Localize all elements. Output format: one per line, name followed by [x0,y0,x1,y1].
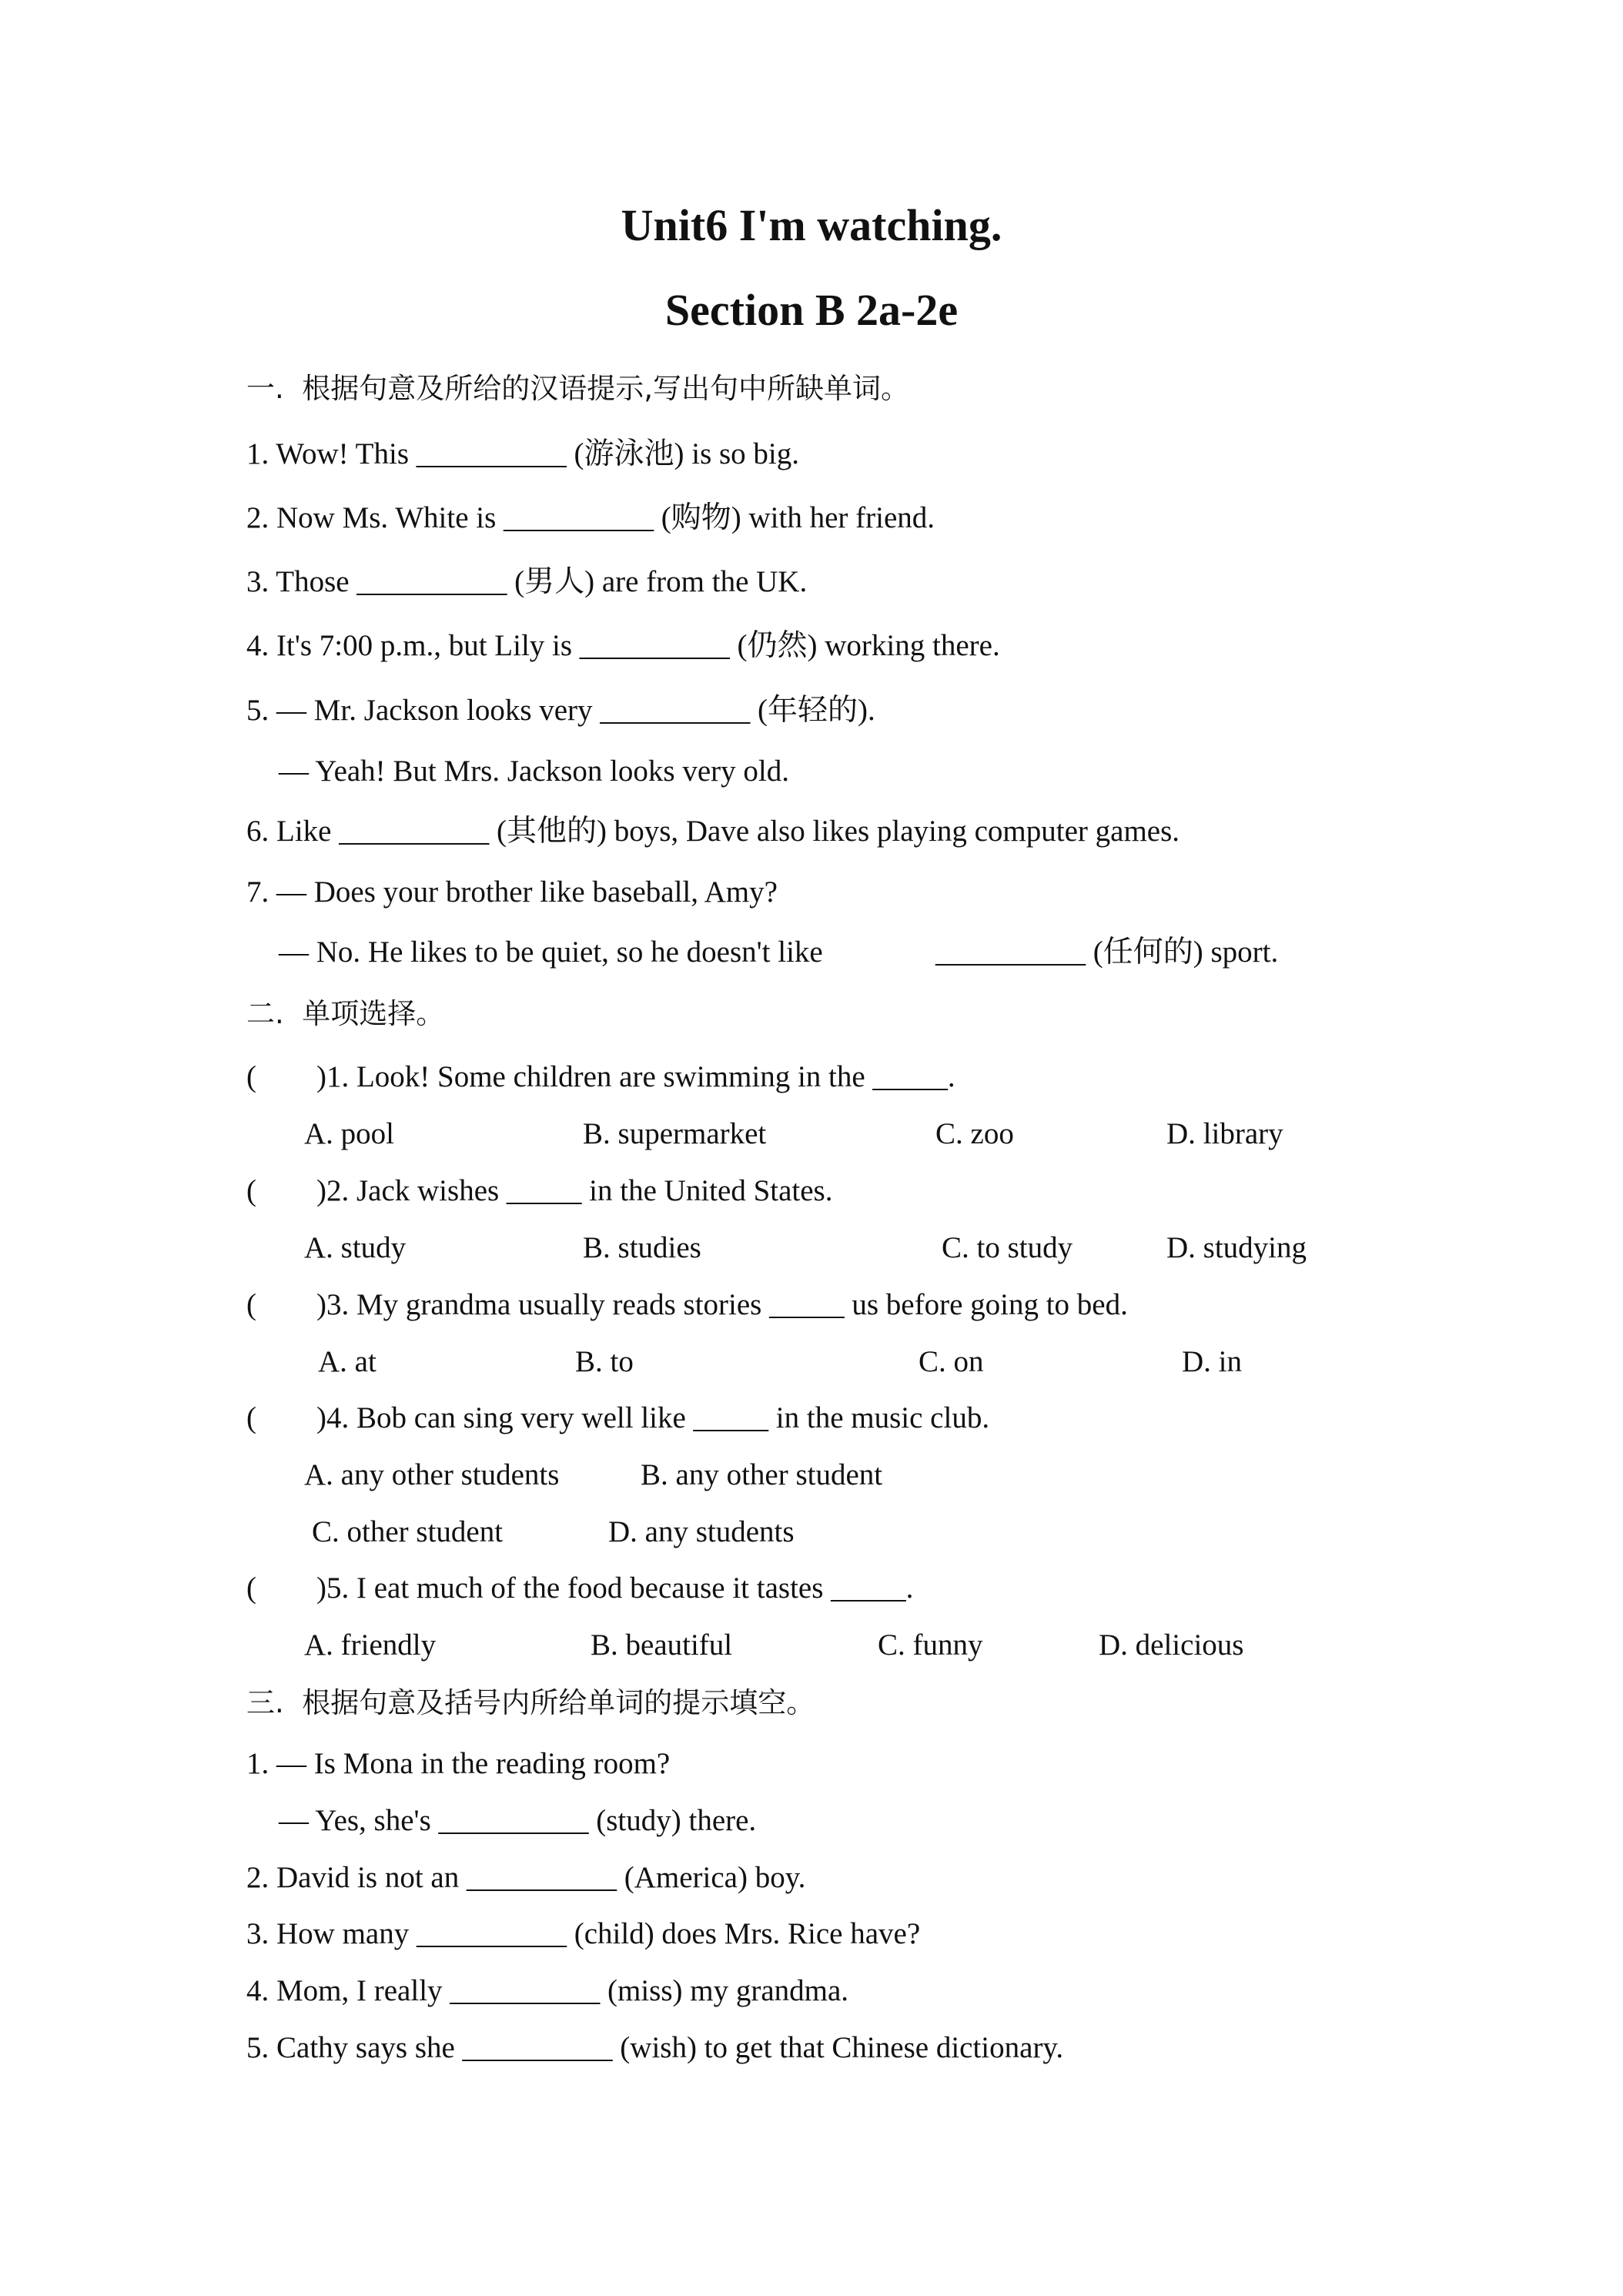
part2-question-2: ( )2. Jack wishes _____ in the United States. [246,1174,833,1207]
part2-question-4: ( )4. Bob can sing very well like _____ in the music club. [246,1401,990,1434]
part1-question-2: 2. Now Ms. White is __________ (购物) with her friend. [246,501,935,534]
part1-question-4: 4. It's 7:00 p.m., but Lily is __________ (仍然) working there. [246,629,1000,662]
part2-question-1: ( )1. Look! Some children are swimming in the _____. [246,1060,955,1093]
part2-q4-option-c: C. other student [312,1515,504,1548]
part3-question-5: 5. Cathy says she __________ (wish) to get that Chinese dictionary. [246,2031,1064,2064]
part2-q3-option-d: D. in [1182,1345,1242,1378]
part3-question-3: 3. How many __________ (child) does Mrs. Rice have? [246,1917,921,1950]
part2-question-3: ( )3. My grandma usually reads stories _____ us before going to bed. [246,1288,1128,1321]
part3-heading: 三. 根据句意及括号内所给单词的提示填空。 [246,1686,815,1719]
part2-q1-option-b: B. supermarket [583,1117,767,1150]
part1-question-7-line-2: — No. He likes to be quiet, so he doesn't like [279,935,823,969]
part2-q4-option-a: A. any other students [304,1458,560,1491]
part2-heading: 二. 单项选择。 [246,997,445,1030]
part2-q2-option-d: D. studying [1166,1231,1307,1264]
part3-question-1-line-2: — Yes, she's __________ (study) there. [279,1804,757,1837]
part2-q5-option-d: D. delicious [1099,1628,1244,1662]
part2-q2-option-c: C. to study [942,1231,1073,1264]
part1-question-1: 1. Wow! This __________ (游泳池) is so big. [246,437,800,470]
part3-question-1-line-1: 1. — Is Mona in the reading room? [246,1747,671,1780]
part1-question-5-line-2: — Yeah! But Mrs. Jackson looks very old. [279,755,789,788]
part2-q3-option-a: A. at [318,1345,376,1378]
part2-q1-option-d: D. library [1166,1117,1283,1150]
part2-question-5: ( )5. I eat much of the food because it tastes _____. [246,1571,914,1605]
part1-question-3: 3. Those __________ (男人) are from the UK. [246,565,808,598]
part1-heading: 一. 根据句意及所给的汉语提示,写出句中所缺单词。 [246,372,910,405]
part2-q2-option-a: A. study [304,1231,407,1264]
part2-q4-option-b: B. any other student [641,1458,883,1491]
part1-question-7-line-1: 7. — Does your brother like baseball, Amy? [246,875,778,909]
part1-question-5-line-1: 5. — Mr. Jackson looks very __________ (年轻的). [246,694,875,727]
part1-question-6: 6. Like __________ (其他的) boys, Dave also likes playing computer games. [246,815,1180,848]
part2-q1-option-a: A. pool [304,1117,394,1150]
part2-q5-option-a: A. friendly [304,1628,437,1662]
part2-q2-option-b: B. studies [583,1231,701,1264]
worksheet-subtitle: Section B 2a-2e [664,285,959,335]
part3-question-4: 4. Mom, I really __________ (miss) my grandma. [246,1974,849,2007]
part2-q1-option-c: C. zoo [935,1117,1014,1150]
part2-q4-option-d: D. any students [608,1515,795,1548]
worksheet-title: Unit6 I'm watching. [621,200,1002,250]
part3-question-2: 2. David is not an __________ (America) boy. [246,1861,806,1894]
part2-q3-option-b: B. to [575,1345,634,1378]
part2-q5-option-b: B. beautiful [591,1628,733,1662]
part2-q5-option-c: C. funny [878,1628,983,1662]
part1-question-7-blank: __________ (任何的) sport. [935,935,1279,969]
part2-q3-option-c: C. on [919,1345,984,1378]
